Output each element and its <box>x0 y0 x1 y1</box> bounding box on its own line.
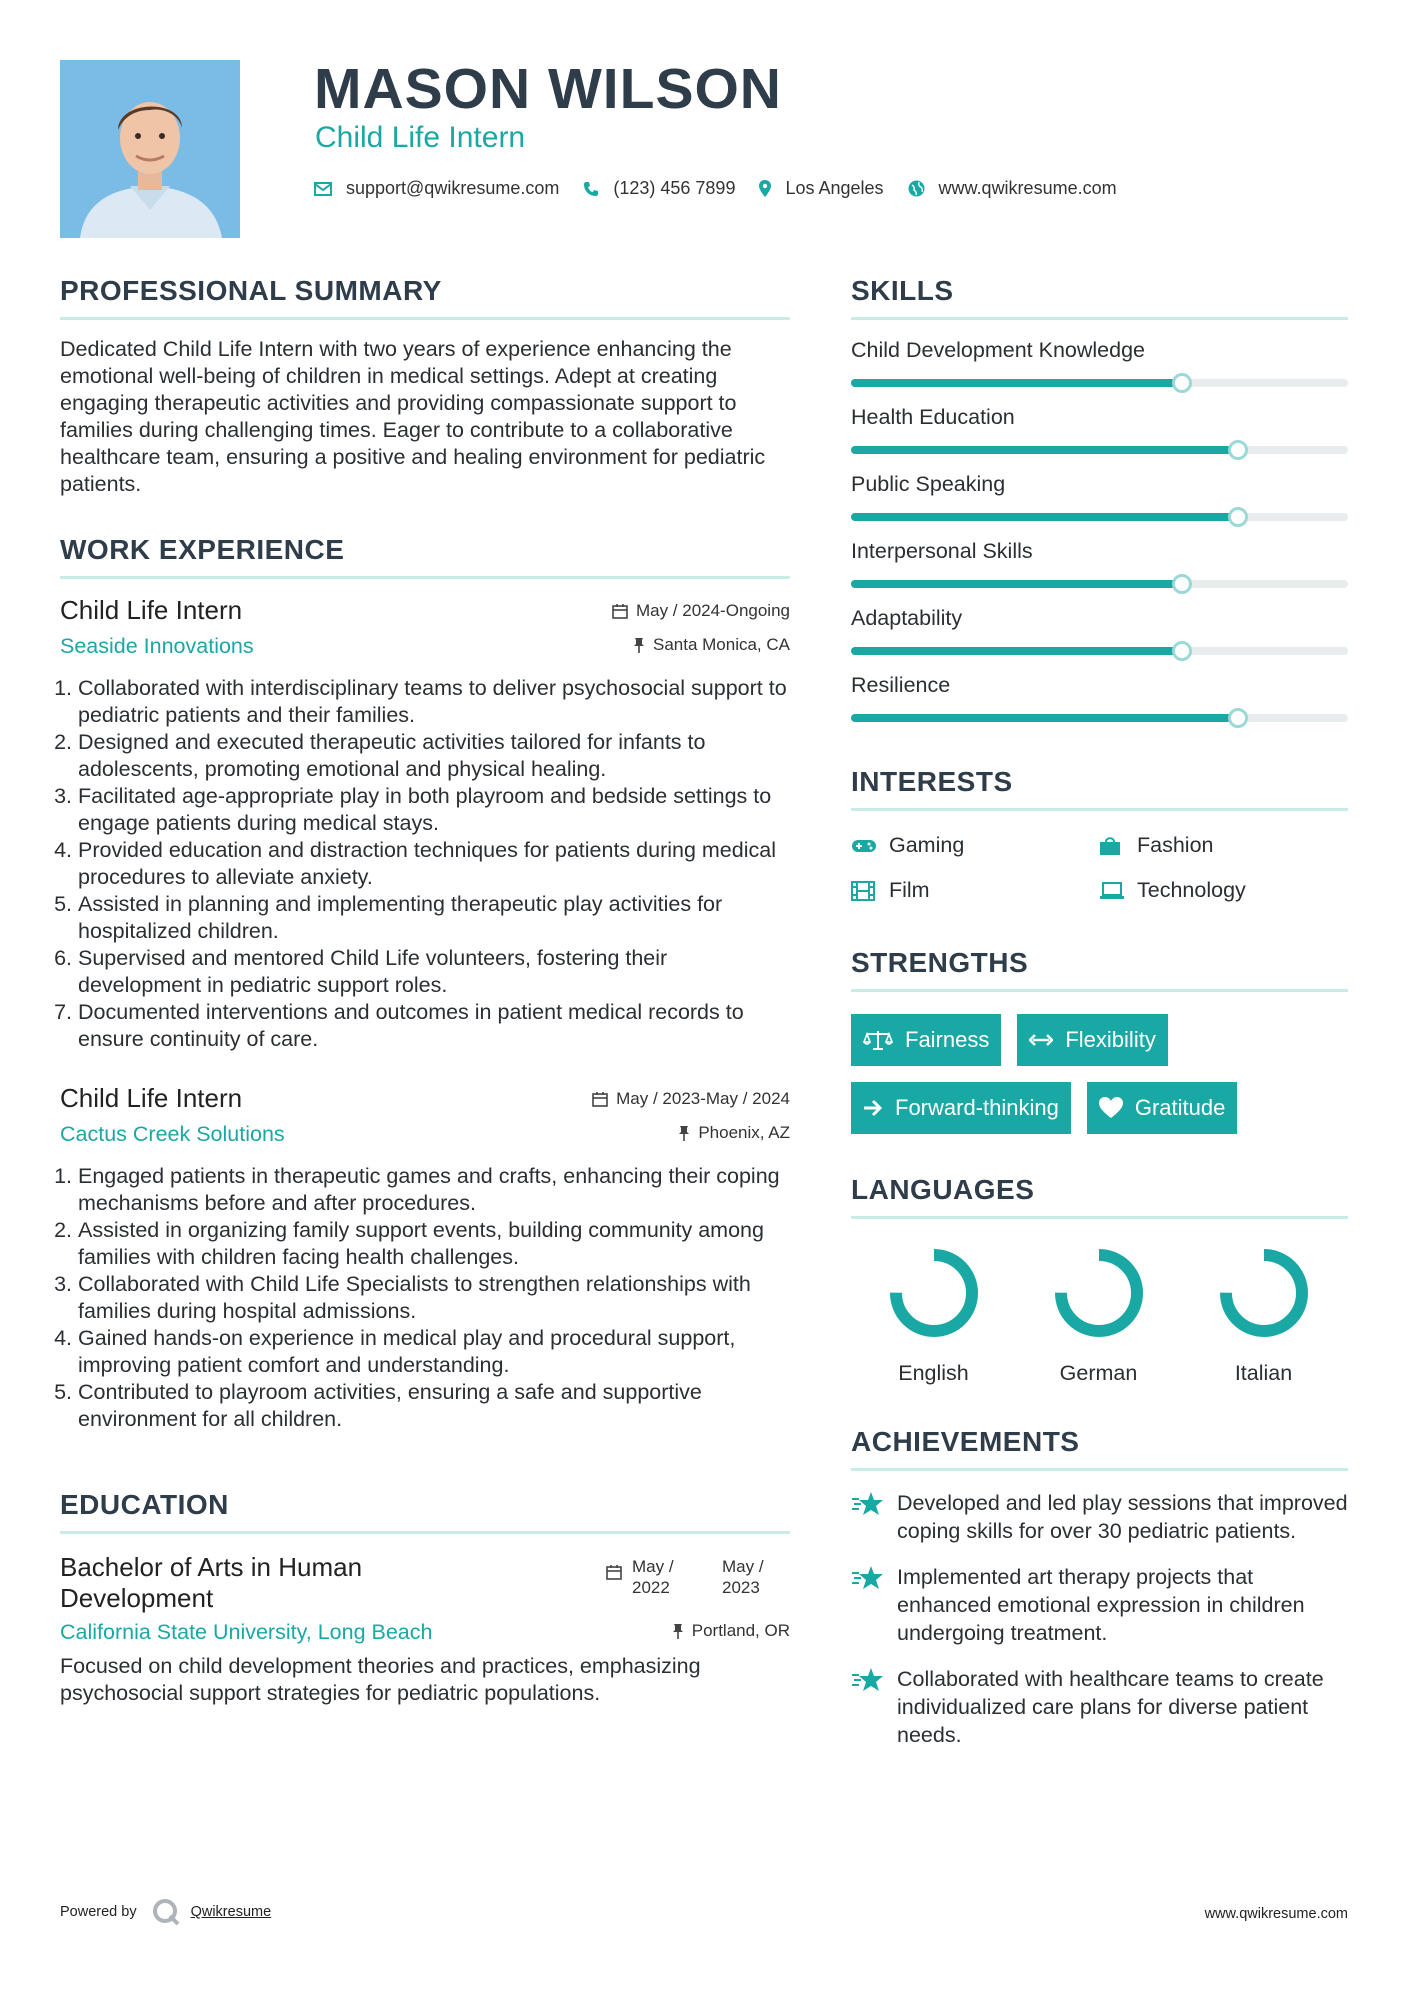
job-bullets <box>60 1163 790 1433</box>
list-item: 5. Contributed to playroom activities, ensuring a safe and supportive environment for all children. <box>78 1379 790 1433</box>
job-title: Child Life Intern <box>60 595 243 625</box>
job-date-text: May / 2024-Ongoing <box>635 601 790 620</box>
skill-bar-fill <box>851 647 1182 655</box>
skill-name: Public Speaking <box>851 472 1006 496</box>
interest-item <box>1099 878 1347 903</box>
achievement-text: Implemented art therapy projects that enhanced emotional expression in children undergoing treatment. <box>897 1565 1305 1645</box>
achievements-list <box>851 1489 1348 1749</box>
skill-item <box>851 673 1348 722</box>
education-heading: EDUCATION <box>60 1489 790 1534</box>
list-item: 1. Collaborated with interdisciplinary teams to deliver psychosocial support to pediatric patients and their families. <box>78 675 790 729</box>
language-name: German <box>1059 1361 1138 1385</box>
heart-icon <box>1099 1097 1123 1119</box>
globe-icon <box>908 180 925 197</box>
list-item: 3. Collaborated with Child Life Specialists to strengthen relationships with families during hospital admissions. <box>78 1271 790 1325</box>
school-name: California State University, Long Beach <box>60 1620 433 1644</box>
calendar-icon <box>612 603 628 619</box>
strength-label: Gratitude <box>1134 1095 1226 1120</box>
film-icon <box>851 881 889 901</box>
skills-list <box>851 338 1348 722</box>
qwikresume-logo-icon <box>151 1897 181 1927</box>
interest-label: Film <box>889 878 930 902</box>
arrows-icon <box>1029 1033 1053 1047</box>
summary-heading: PROFESSIONAL SUMMARY <box>60 275 790 320</box>
phone-icon <box>583 181 599 197</box>
job-entry <box>60 595 790 1053</box>
footer-powered-text: Powered by <box>60 1904 137 1920</box>
education-location <box>672 1621 790 1641</box>
contact-phone[interactable]: (123) 456 7899 <box>613 178 736 198</box>
skill-bar <box>851 647 1348 655</box>
skill-item <box>851 539 1348 588</box>
list-item: 2. Assisted in organizing family support events, building community among families with children facing health challenges. <box>78 1217 790 1271</box>
degree-title: Bachelor of Arts in Human Development <box>60 1552 363 1613</box>
gamepad-icon <box>851 838 889 854</box>
skill-bar-fill <box>851 714 1238 722</box>
contact-bar <box>314 178 1141 199</box>
list-item: 7. Documented interventions and outcomes in patient medical records to ensure continuity of care. <box>78 999 790 1053</box>
candidate-role: Child Life Intern <box>315 121 526 154</box>
achievement-text: Developed and led play sessions that improved coping skills for over 30 pediatric patients. <box>897 1491 1348 1543</box>
strength-label: Forward-thinking <box>895 1095 1059 1120</box>
left-column <box>60 275 790 1707</box>
list-item: 6. Supervised and mentored Child Life volunteers, fostering their development in pediatric support roles. <box>78 945 790 999</box>
skill-bar-knob <box>1172 641 1192 661</box>
interests-heading: INTERESTS <box>851 766 1348 811</box>
person-portrait-image <box>60 60 240 238</box>
skill-bar-knob <box>1228 440 1248 460</box>
job-date <box>592 1089 790 1109</box>
job-date <box>612 601 790 621</box>
interests-list <box>851 833 1348 903</box>
job-bullets <box>60 675 790 1053</box>
pushpin-icon <box>633 637 645 653</box>
email-icon <box>314 182 332 196</box>
education-start: May / 2022 <box>632 1557 674 1597</box>
list-item: 4. Provided education and distraction techniques for patients during medical procedures to alleviate anxiety. <box>78 837 790 891</box>
interest-label: Gaming <box>889 833 965 857</box>
profile-photo <box>60 60 240 238</box>
language-item <box>851 1245 1016 1386</box>
language-name: English <box>898 1361 969 1385</box>
company-name: Cactus Creek Solutions <box>60 1122 285 1146</box>
strengths-heading: STRENGTHS <box>851 947 1348 992</box>
job-entry <box>60 1083 790 1433</box>
star-icon <box>851 1665 897 1749</box>
arrow-right-icon <box>863 1099 883 1117</box>
achievement-text: Collaborated with healthcare teams to create individualized care plans for diverse patient needs. <box>897 1667 1324 1747</box>
achievements-heading: ACHIEVEMENTS <box>851 1426 1348 1471</box>
star-icon <box>851 1489 897 1545</box>
achievement-item <box>851 1665 1348 1749</box>
skill-bar-fill <box>851 446 1238 454</box>
skill-name: Resilience <box>851 673 951 697</box>
language-name: Italian <box>1234 1361 1293 1385</box>
footer-website[interactable]: www.qwikresume.com <box>1204 1906 1348 1922</box>
achievement-item <box>851 1489 1348 1545</box>
skill-bar-fill <box>851 379 1182 387</box>
map-pin-icon <box>759 180 771 197</box>
education-entry <box>60 1552 790 1614</box>
skill-bar-fill <box>851 513 1238 521</box>
education-text: Focused on child development theories and practices, emphasizing psychosocial support strategies for pediatric populations. <box>60 1654 701 1705</box>
interest-label: Technology <box>1137 878 1246 902</box>
skills-heading: SKILLS <box>851 275 1348 320</box>
education-location-text: Portland, OR <box>691 1621 790 1640</box>
contact-location: Los Angeles <box>785 178 884 198</box>
job-location-text: Santa Monica, CA <box>652 635 790 654</box>
laptop-icon <box>1099 882 1137 900</box>
interest-label: Fashion <box>1137 833 1214 857</box>
pushpin-icon <box>672 1623 684 1639</box>
calendar-icon <box>592 1091 608 1107</box>
contact-website[interactable]: www.qwikresume.com <box>938 178 1117 198</box>
skill-bar <box>851 446 1348 454</box>
star-icon <box>851 1563 897 1647</box>
list-item: 4. Gained hands-on experience in medical play and procedural support, improving patient comfort and understanding. <box>78 1325 790 1379</box>
language-level-ring <box>1051 1245 1147 1341</box>
language-level-ring <box>886 1245 982 1341</box>
list-item: 3. Facilitated age-appropriate play in both playroom and bedside settings to engage patients during medical stays. <box>78 783 790 837</box>
skill-bar <box>851 580 1348 588</box>
right-column <box>851 275 1348 1749</box>
job-date-text: May / 2023-May / 2024 <box>616 1089 790 1108</box>
languages-heading: LANGUAGES <box>851 1174 1348 1219</box>
language-level-ring <box>1216 1245 1312 1341</box>
job-location <box>633 635 790 655</box>
skill-bar <box>851 714 1348 722</box>
skill-name: Adaptability <box>851 606 963 630</box>
skill-bar <box>851 513 1348 521</box>
skill-name: Interpersonal Skills <box>851 539 1033 563</box>
education-end: May / 2023 <box>722 1557 764 1597</box>
contact-email[interactable]: support@qwikresume.com <box>346 178 560 198</box>
bag-icon <box>1099 836 1137 856</box>
skill-name: Child Development Knowledge <box>851 338 1146 362</box>
skill-bar-fill <box>851 580 1182 588</box>
languages-list <box>851 1245 1348 1386</box>
strength-chip <box>1017 1014 1167 1066</box>
job-location-text: Phoenix, AZ <box>698 1123 790 1142</box>
strength-label: Flexibility <box>1065 1027 1156 1052</box>
strength-chip <box>851 1014 1001 1066</box>
skill-bar-knob <box>1228 507 1248 527</box>
list-item: 5. Assisted in planning and implementing therapeutic play activities for hospitalized children. <box>78 891 790 945</box>
job-location <box>678 1123 790 1143</box>
interest-item <box>1099 833 1347 858</box>
strength-chip <box>851 1082 1071 1134</box>
skill-bar-knob <box>1172 574 1192 594</box>
summary-text: Dedicated Child Life Intern with two years of experience enhancing the emotional well-being of children in medical settings. Adept at creating engaging therapeutic activities and providing compassionate support to families during challenging times. Eager to contribute to a collaborative healthcare team, ensuring a positive and healing environment for pediatric patients. <box>60 337 766 496</box>
calendar-icon <box>606 1564 622 1580</box>
scale-icon <box>863 1029 893 1051</box>
skill-item <box>851 405 1348 454</box>
skill-item <box>851 472 1348 521</box>
strengths-list <box>851 1014 1348 1134</box>
job-title: Child Life Intern <box>60 1083 243 1113</box>
work-heading: WORK EXPERIENCE <box>60 534 790 579</box>
skill-item <box>851 338 1348 387</box>
language-item <box>1016 1245 1181 1386</box>
pushpin-icon <box>678 1125 690 1141</box>
list-item: 1. Engaged patients in therapeutic games and crafts, enhancing their coping mechanisms before and after procedures. <box>78 1163 790 1217</box>
company-name: Seaside Innovations <box>60 634 254 658</box>
strength-label: Fairness <box>905 1027 990 1052</box>
footer-powered-by <box>60 1897 271 1927</box>
language-item <box>1181 1245 1346 1386</box>
list-item: 2. Designed and executed therapeutic activities tailored for infants to adolescents, promoting emotional and physical healing. <box>78 729 790 783</box>
interest-item <box>851 833 1099 858</box>
skill-bar <box>851 379 1348 387</box>
achievement-item <box>851 1563 1348 1647</box>
skill-name: Health Education <box>851 405 1015 429</box>
skill-bar-knob <box>1172 373 1192 393</box>
skill-item <box>851 606 1348 655</box>
interest-item <box>851 878 1099 903</box>
skill-bar-knob <box>1228 708 1248 728</box>
footer-brand-link[interactable]: Qwikresume <box>190 1904 272 1920</box>
candidate-name: MASON WILSON <box>314 57 782 121</box>
education-dates <box>606 1556 790 1614</box>
strength-chip <box>1087 1082 1238 1134</box>
